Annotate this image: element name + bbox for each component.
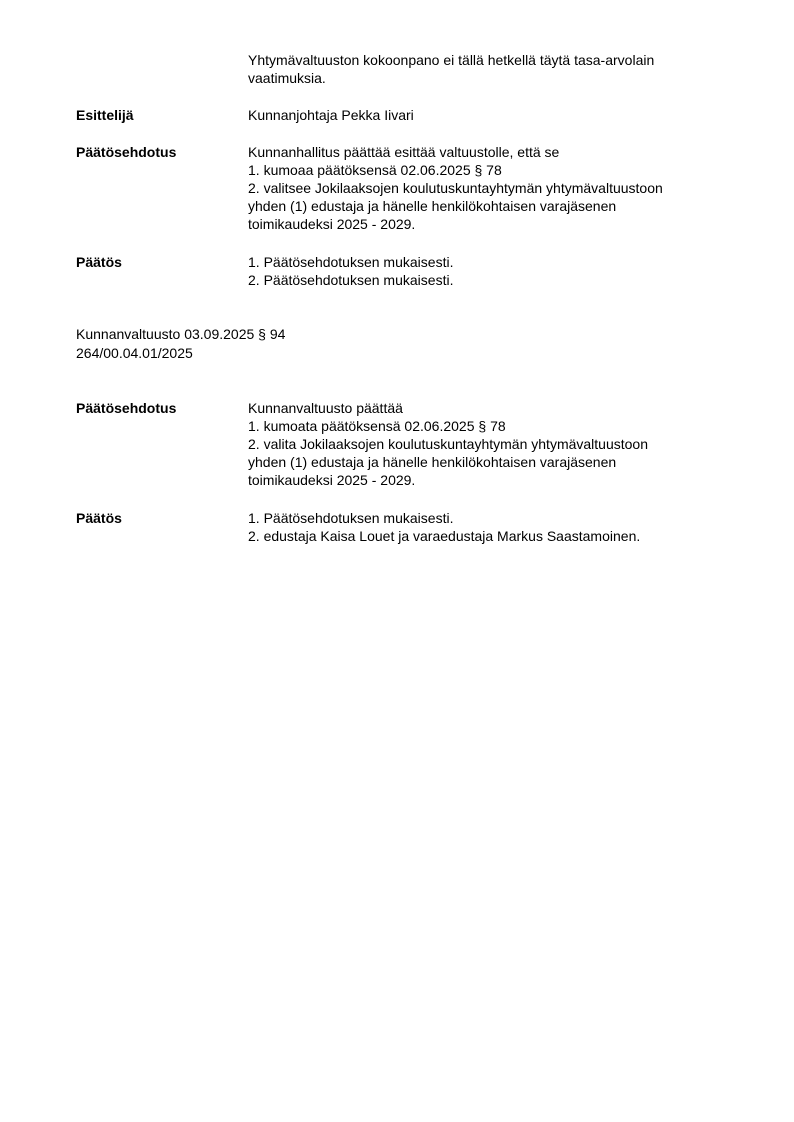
proposal-1-line-5: toimikaudeksi 2025 - 2029. (248, 216, 416, 232)
proposal-2-line-5: toimikaudeksi 2025 - 2029. (248, 472, 416, 488)
case-number: 264/00.04.01/2025 (76, 345, 193, 361)
decision-2-line-1: 1. Päätösehdotuksen mukaisesti. (248, 510, 454, 526)
proposal-1-line-1: Kunnanhallitus päättää esittää valtuustolle, että se (248, 144, 560, 160)
intro-line-2: vaatimuksia. (248, 70, 326, 86)
decision-2-line-2: 2. edustaja Kaisa Louet ja varaedustaja Markus Saastamoinen. (248, 528, 641, 544)
decision-1-line-2: 2. Päätösehdotuksen mukaisesti. (248, 272, 454, 288)
decision-2-label: Päätös (76, 510, 122, 526)
proposal-2-line-1: Kunnanvaltuusto päättää (248, 400, 403, 416)
intro-line-1: Yhtymävaltuuston kokoonpano ei tällä hetkellä täytä tasa-arvolain (248, 52, 655, 68)
proposal-2-line-4: yhden (1) edustaja ja hänelle henkilökohtaisen varajäsenen (248, 454, 617, 470)
decision-1-line-1: 1. Päätösehdotuksen mukaisesti. (248, 254, 454, 270)
proposal-1-label: Päätösehdotus (76, 144, 177, 160)
proposal-1-line-3: 2. valitsee Jokilaaksojen koulutuskuntayhtymän yhtymävaltuustoon (248, 180, 663, 196)
proposal-2-line-2: 1. kumoata päätöksensä 02.06.2025 § 78 (248, 418, 506, 434)
presenter-label: Esittelijä (76, 107, 134, 123)
proposal-2-line-3: 2. valita Jokilaaksojen koulutuskuntayhtymän yhtymävaltuustoon (248, 436, 648, 452)
presenter-value: Kunnanjohtaja Pekka Iivari (248, 107, 414, 123)
proposal-1-line-2: 1. kumoaa päätöksensä 02.06.2025 § 78 (248, 162, 502, 178)
council-meeting-ref: Kunnanvaltuusto 03.09.2025 § 94 (76, 326, 286, 342)
proposal-1-line-4: yhden (1) edustaja ja hänelle henkilökohtaisen varajäsenen (248, 198, 617, 214)
proposal-2-label: Päätösehdotus (76, 400, 177, 416)
decision-1-label: Päätös (76, 254, 122, 270)
